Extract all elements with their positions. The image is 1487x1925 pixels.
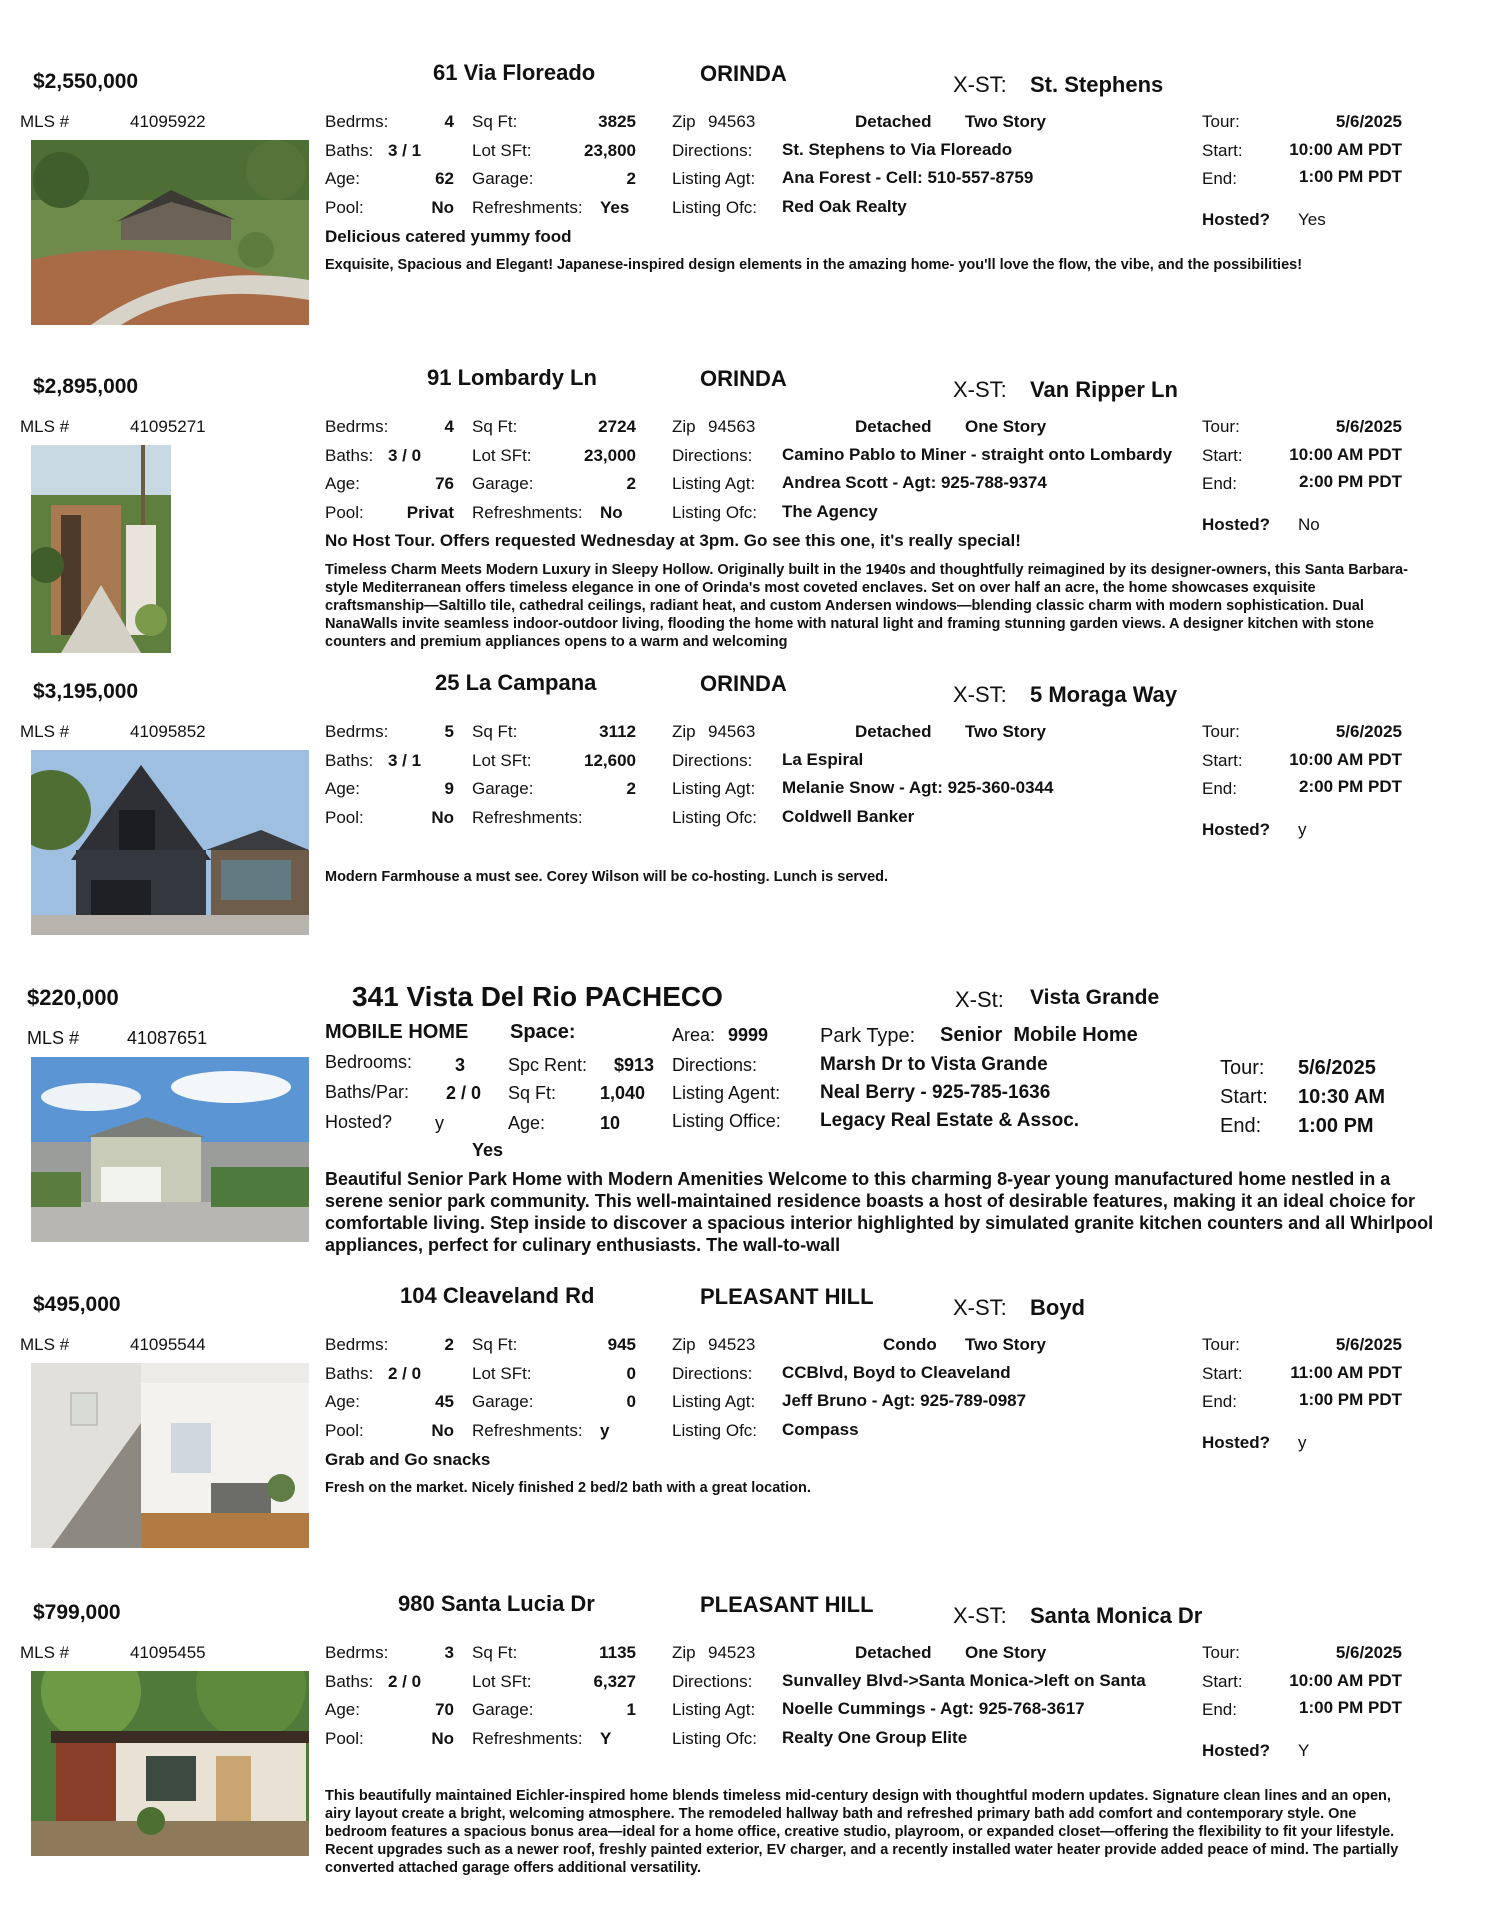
listing-office: Coldwell Banker xyxy=(782,807,915,826)
refreshments-label: Refreshments: xyxy=(472,198,583,217)
hosted-label: Hosted? xyxy=(1202,210,1270,229)
listing-price: $2,550,000 xyxy=(33,70,139,93)
hosted-value: y xyxy=(435,1113,444,1133)
sqft-value: 3112 xyxy=(599,722,636,741)
sqft-value: 1135 xyxy=(599,1643,636,1662)
listing-agent-label: Listing Agent: xyxy=(672,1083,781,1103)
start-time: 10:00 AM PDT xyxy=(1289,140,1402,159)
directions-label: Directions: xyxy=(672,1055,758,1075)
mls-label: MLS # xyxy=(20,722,70,741)
age-value: 70 xyxy=(435,1700,454,1719)
start-time: 10:30 AM xyxy=(1298,1086,1386,1108)
baths-value: 3 / 0 xyxy=(388,446,422,465)
listing-card xyxy=(0,670,1487,940)
tour-label: Tour: xyxy=(1202,1335,1240,1354)
listing-city: ORINDA xyxy=(700,671,787,696)
refreshments-label: Refreshments: xyxy=(472,1729,583,1748)
listing-office: Compass xyxy=(782,1420,859,1439)
listing-card xyxy=(0,365,1487,655)
zip-value: 94563 xyxy=(708,417,756,436)
zip-label: Zip xyxy=(672,417,696,436)
listing-agent-label: Listing Agt: xyxy=(672,1392,756,1411)
property-type: Detached xyxy=(855,1643,932,1662)
end-time: 1:00 PM xyxy=(1298,1115,1374,1137)
agent-remarks: Grab and Go snacks xyxy=(325,1450,491,1469)
start-label: Start: xyxy=(1202,1672,1243,1691)
age-value: 62 xyxy=(435,169,454,188)
tour-date: 5/6/2025 xyxy=(1335,1643,1402,1662)
mls-label: MLS # xyxy=(20,1335,70,1354)
garage-label: Garage: xyxy=(472,779,534,798)
property-photo xyxy=(31,750,309,935)
lot-sqft-value: 23,800 xyxy=(584,141,636,160)
pool-value: Privat xyxy=(406,503,454,522)
listing-address: 980 Santa Lucia Dr xyxy=(398,1591,595,1616)
pool-value: No xyxy=(431,1729,454,1748)
tour-date: 5/6/2025 xyxy=(1335,417,1402,436)
garage-label: Garage: xyxy=(472,169,534,188)
lot-sqft-value: 0 xyxy=(626,1364,636,1383)
tour-label: Tour: xyxy=(1202,722,1240,741)
age-label: Age: xyxy=(325,169,360,188)
pool-label: Pool: xyxy=(325,503,364,522)
end-label: End: xyxy=(1202,169,1237,188)
listing-price: $2,895,000 xyxy=(33,375,139,398)
property-style: One Story xyxy=(965,417,1047,436)
bedrooms-label: Bedrms: xyxy=(325,112,389,131)
directions-value: La Espiral xyxy=(782,750,864,769)
cross-street: St. Stephens xyxy=(1030,72,1164,97)
sqft-value: 2724 xyxy=(598,417,636,436)
refreshments-value: Y xyxy=(600,1729,612,1748)
listing-city: PLEASANT HILL xyxy=(700,1592,874,1617)
bedrooms-value: 2 xyxy=(444,1335,454,1354)
age-label: Age: xyxy=(508,1113,546,1133)
listing-agent: Neal Berry - 925-785-1636 xyxy=(820,1082,1051,1103)
hosted-value: Y xyxy=(1298,1741,1310,1760)
pool-value: No xyxy=(431,1421,454,1440)
sqft-label: Sq Ft: xyxy=(472,417,518,436)
hosted-label: Hosted? xyxy=(1202,1741,1270,1760)
baths-label: Baths: xyxy=(325,1364,374,1383)
lot-sqft-value: 6,327 xyxy=(593,1672,636,1691)
bedrooms-value: 5 xyxy=(444,722,454,741)
baths-label: Baths/Par: xyxy=(325,1082,410,1102)
mls-label: MLS # xyxy=(27,1028,80,1048)
baths-value: 2 / 0 xyxy=(446,1083,482,1103)
start-time: 11:00 AM PDT xyxy=(1290,1363,1402,1382)
listing-agent: Melanie Snow - Agt: 925-360-0344 xyxy=(782,778,1054,797)
property-description: Fresh on the market. Nicely finished 2 bed/2 bath with a great location. xyxy=(325,1480,811,1496)
baths-value: 2 / 0 xyxy=(388,1672,422,1691)
start-time: 10:00 AM PDT xyxy=(1289,445,1402,464)
baths-label: Baths: xyxy=(325,141,374,160)
sqft-value: 945 xyxy=(607,1335,636,1354)
listing-city: ORINDA xyxy=(700,366,787,391)
end-label: End: xyxy=(1202,1700,1237,1719)
garage-label: Garage: xyxy=(472,1392,534,1411)
age-label: Age: xyxy=(325,1392,360,1411)
property-type: Detached xyxy=(855,417,932,436)
cross-street-label: X-ST: xyxy=(953,72,1007,97)
property-style: Two Story xyxy=(965,1335,1046,1354)
age-value: 9 xyxy=(444,779,454,798)
end-label: End: xyxy=(1202,1392,1237,1411)
directions-value: CCBlvd, Boyd to Cleaveland xyxy=(782,1363,1011,1382)
pool-label: Pool: xyxy=(325,198,364,217)
start-label: Start: xyxy=(1202,1364,1243,1383)
listing-office-label: Listing Ofc: xyxy=(672,808,758,827)
property-photo xyxy=(31,445,171,653)
hosted-value: y xyxy=(1298,1433,1307,1452)
cross-street: Santa Monica Dr xyxy=(1030,1603,1203,1628)
listing-address: 61 Via Floreado xyxy=(433,60,596,85)
area-label: Area: xyxy=(672,1025,716,1045)
bedrooms-label: Bedrms: xyxy=(325,417,389,436)
listing-address: 25 La Campana xyxy=(435,670,597,695)
property-description: Beautiful Senior Park Home with Modern Amenities Welcome to this charming 8-year young manufactured home nestled in a serene senior park community. This well-maintained residence boasts a host of desirable features, making it an ideal choice for comfortable living. Step inside to discover a spacious interior highlighted by simulated granite kitchen counters and all Whirlpool appliances, perfect for culinary enthusiasts. The wall-to-wall xyxy=(325,1169,1434,1255)
mls-label: MLS # xyxy=(20,1643,70,1662)
end-label: End: xyxy=(1220,1115,1262,1137)
property-type: Detached xyxy=(855,722,932,741)
garage-value: 2 xyxy=(626,779,636,798)
mls-label: MLS # xyxy=(20,112,70,131)
lot-sqft-value: 23,000 xyxy=(584,446,636,465)
cross-street-label: X-St: xyxy=(955,987,1004,1012)
cross-street: Boyd xyxy=(1030,1295,1085,1320)
property-type: Condo xyxy=(883,1335,937,1354)
property-photo xyxy=(31,1671,309,1856)
cross-street: Vista Grande xyxy=(1030,986,1160,1009)
mls-number: 41095455 xyxy=(130,1643,206,1662)
end-time: 1:00 PM PDT xyxy=(1299,1698,1402,1717)
pool-value: No xyxy=(431,808,454,827)
agent-remarks: Delicious catered yummy food xyxy=(325,227,572,246)
cross-street: 5 Moraga Way xyxy=(1030,682,1178,707)
start-time: 10:00 AM PDT xyxy=(1289,1671,1402,1690)
mls-number: 41095544 xyxy=(130,1335,206,1354)
lot-sqft-label: Lot SFt: xyxy=(472,751,532,770)
mobile-home-listing xyxy=(0,981,1487,1265)
directions-label: Directions: xyxy=(672,1672,753,1691)
garage-value: 1 xyxy=(626,1700,636,1719)
listing-card xyxy=(0,1591,1487,1901)
hosted-label: Hosted? xyxy=(1202,1433,1270,1452)
listing-price: $220,000 xyxy=(27,985,119,1010)
garage-label: Garage: xyxy=(472,474,534,493)
bedrooms-value: 4 xyxy=(444,112,454,131)
age-label: Age: xyxy=(325,1700,360,1719)
listing-agent-label: Listing Agt: xyxy=(672,169,756,188)
space-label: Space: xyxy=(510,1021,576,1043)
directions-label: Directions: xyxy=(672,1364,753,1383)
property-photo xyxy=(31,1057,309,1242)
tour-label: Tour: xyxy=(1202,1643,1240,1662)
property-style: Two Story xyxy=(965,722,1046,741)
property-description: Modern Farmhouse a must see. Corey Wilson will be co-hosting. Lunch is served. xyxy=(325,869,889,885)
zip-label: Zip xyxy=(672,1643,696,1662)
tour-date: 5/6/2025 xyxy=(1335,112,1402,131)
refreshments-label: Refreshments: xyxy=(472,1421,583,1440)
bedrooms-label: Bedrooms: xyxy=(325,1052,413,1072)
lot-sqft-label: Lot SFt: xyxy=(472,446,532,465)
listing-agent: Noelle Cummings - Agt: 925-768-3617 xyxy=(782,1699,1085,1718)
mls-number: 41095922 xyxy=(130,112,206,131)
lot-sqft-label: Lot SFt: xyxy=(472,1672,532,1691)
baths-value: 3 / 1 xyxy=(388,751,422,770)
property-style: Two Story xyxy=(965,112,1046,131)
garage-value: 2 xyxy=(626,474,636,493)
property-description: Exquisite, Spacious and Elegant! Japanese-inspired design elements in the amazing home- you'll love the flow, the vibe, and the possibilities! xyxy=(325,257,1303,273)
listing-price: $799,000 xyxy=(33,1601,121,1624)
directions-value: Camino Pablo to Miner - straight onto Lombardy xyxy=(782,445,1173,464)
sqft-label: Sq Ft: xyxy=(472,1643,518,1662)
age-label: Age: xyxy=(325,779,360,798)
bedrooms-label: Bedrms: xyxy=(325,1335,389,1354)
cross-street-label: X-ST: xyxy=(953,682,1007,707)
listing-office-label: Listing Office: xyxy=(672,1111,781,1131)
listing-agent: Andrea Scott - Agt: 925-788-9374 xyxy=(782,473,1047,492)
bedrooms-value: 3 xyxy=(444,1643,454,1662)
directions-label: Directions: xyxy=(672,446,753,465)
listing-office-label: Listing Ofc: xyxy=(672,198,758,217)
zip-label: Zip xyxy=(672,722,696,741)
baths-label: Baths: xyxy=(325,751,374,770)
end-label: End: xyxy=(1202,779,1237,798)
mls-number: 41087651 xyxy=(127,1028,208,1048)
refreshments-value: Yes xyxy=(600,198,630,217)
hosted-label: Hosted? xyxy=(325,1112,393,1132)
bedrooms-label: Bedrms: xyxy=(325,722,389,741)
start-label: Start: xyxy=(1202,141,1243,160)
sqft-value: 3825 xyxy=(598,112,636,131)
hosted-label: Hosted? xyxy=(1202,820,1270,839)
listing-office: Realty One Group Elite xyxy=(782,1728,968,1747)
listing-city: PLEASANT HILL xyxy=(700,1284,874,1309)
property-type: MOBILE HOME xyxy=(325,1021,469,1043)
listing-agent-label: Listing Agt: xyxy=(672,1700,756,1719)
park-type-label: Park Type: xyxy=(820,1025,916,1047)
start-time: 10:00 AM PDT xyxy=(1289,750,1402,769)
sqft-label: Sq Ft: xyxy=(508,1083,557,1103)
listing-card xyxy=(0,1283,1487,1553)
bedrooms-value: 4 xyxy=(444,417,454,436)
area-value: 9999 xyxy=(728,1025,769,1045)
tour-date: 5/6/2025 xyxy=(1335,722,1402,741)
listing-agent: Ana Forest - Cell: 510-557-8759 xyxy=(782,168,1034,187)
listing-address: 104 Cleaveland Rd xyxy=(400,1283,595,1308)
end-time: 1:00 PM PDT xyxy=(1299,167,1402,186)
listing-agent-label: Listing Agt: xyxy=(672,779,756,798)
tour-label: Tour: xyxy=(1202,417,1240,436)
lot-sqft-label: Lot SFt: xyxy=(472,141,532,160)
age-value: 76 xyxy=(435,474,454,493)
directions-label: Directions: xyxy=(672,751,753,770)
directions-value: Sunvalley Blvd->Santa Monica->left on Santa xyxy=(782,1671,1146,1690)
baths-value: 3 / 1 xyxy=(388,141,422,160)
space-rent: $913 xyxy=(614,1055,655,1075)
garage-value: 0 xyxy=(626,1392,636,1411)
end-time: 1:00 PM PDT xyxy=(1299,1390,1402,1409)
property-description: Timeless Charm Meets Modern Luxury in Sleepy Hollow. Originally built in the 1940s and thoughtfully reimagined by its designer-owners, this Santa Barbara-style Mediterranean offers timeless elegance in one of Orinda's most coveted enclaves. Set on over half an acre, the home showcases exquisite craftsmanship—Saltillo tile, cathedral ceilings, radiant heat, and custom Andersen windows—blending classic charm with modern sophistication. Dual NanaWalls invite seamless indoor-outdoor living, flooding the home with natural light and framing stunning garden views. A designer kitchen with stone counters and premium appliances opens to a warm and welcoming xyxy=(325,562,1408,650)
lot-sqft-value: 12,600 xyxy=(584,751,636,770)
listing-agent: Jeff Bruno - Agt: 925-789-0987 xyxy=(782,1391,1027,1410)
property-style: One Story xyxy=(965,1643,1047,1662)
directions-value: Marsh Dr to Vista Grande xyxy=(820,1054,1048,1075)
garage-value: 2 xyxy=(626,169,636,188)
hosted-value: y xyxy=(1298,820,1307,839)
cross-street-label: X-ST: xyxy=(953,377,1007,402)
zip-value: 94523 xyxy=(708,1643,756,1662)
property-photo xyxy=(31,1363,309,1548)
listing-address: 91 Lombardy Ln xyxy=(427,365,597,390)
end-label: End: xyxy=(1202,474,1237,493)
pool-label: Pool: xyxy=(325,808,364,827)
property-description: This beautifully maintained Eichler-inspired home blends timeless mid-century design with thoughtful modern updates. Signature clean lines and an open, airy layout create a bright, welcoming atmosphere. The remodeled hallway bath and refreshed primary bath add comfort and contemporary style. One bedroom features a spacious bonus area—ideal for a home office, creative studio, playroom, or expanded closet—offering the flexibility to fit your lifestyle. Recent upgrades such as a newer roof, freshly painted exterior, EV charger, and a recently installed water heater provide added peace of mind. The partially converted attached garage offers additional versatility. xyxy=(325,1788,1399,1876)
bedrooms-label: Bedrms: xyxy=(325,1643,389,1662)
cross-street-label: X-ST: xyxy=(953,1295,1007,1320)
refreshments-value: Yes xyxy=(472,1140,504,1160)
listing-office: The Agency xyxy=(782,502,878,521)
listing-office: Legacy Real Estate & Assoc. xyxy=(820,1110,1080,1131)
garage-label: Garage: xyxy=(472,1700,534,1719)
end-time: 2:00 PM PDT xyxy=(1299,472,1402,491)
tour-label: Tour: xyxy=(1202,112,1240,131)
age-value: 10 xyxy=(600,1113,621,1133)
sqft-label: Sq Ft: xyxy=(472,722,518,741)
tour-date: 5/6/2025 xyxy=(1335,1335,1402,1354)
hosted-label: Hosted? xyxy=(1202,515,1270,534)
zip-value: 94523 xyxy=(708,1335,756,1354)
listing-agent-label: Listing Agt: xyxy=(672,474,756,493)
mls-number: 41095852 xyxy=(130,722,206,741)
tour-date: 5/6/2025 xyxy=(1298,1057,1376,1079)
end-time: 2:00 PM PDT xyxy=(1299,777,1402,796)
zip-value: 94563 xyxy=(708,112,756,131)
refreshments-label: Refreshments: xyxy=(472,808,583,827)
listing-city: ORINDA xyxy=(700,61,787,86)
agent-remarks: No Host Tour. Offers requested Wednesday at 3pm. Go see this one, it's really special! xyxy=(325,531,1021,550)
refreshments-label: Refreshments: xyxy=(472,503,583,522)
directions-label: Directions: xyxy=(672,141,753,160)
space-rent-label: Spc Rent: xyxy=(508,1055,588,1075)
start-label: Start: xyxy=(1202,751,1243,770)
age-label: Age: xyxy=(325,474,360,493)
zip-label: Zip xyxy=(672,112,696,131)
sqft-label: Sq Ft: xyxy=(472,112,518,131)
start-label: Start: xyxy=(1220,1086,1268,1108)
mls-number: 41095271 xyxy=(130,417,206,436)
listing-office-label: Listing Ofc: xyxy=(672,1729,758,1748)
park-type: Senior Mobile Home xyxy=(940,1024,1138,1046)
listing-price: $495,000 xyxy=(33,1293,121,1316)
cross-street-label: X-ST: xyxy=(953,1603,1007,1628)
sqft-label: Sq Ft: xyxy=(472,1335,518,1354)
directions-value: St. Stephens to Via Floreado xyxy=(782,140,1013,159)
start-label: Start: xyxy=(1202,446,1243,465)
mls-label: MLS # xyxy=(20,417,70,436)
property-photo xyxy=(31,140,309,325)
listing-price: $3,195,000 xyxy=(33,680,139,703)
baths-label: Baths: xyxy=(325,1672,374,1691)
pool-label: Pool: xyxy=(325,1421,364,1440)
listing-office-label: Listing Ofc: xyxy=(672,1421,758,1440)
cross-street: Van Ripper Ln xyxy=(1030,377,1178,402)
hosted-value: No xyxy=(1298,515,1320,534)
baths-value: 2 / 0 xyxy=(388,1364,422,1383)
lot-sqft-label: Lot SFt: xyxy=(472,1364,532,1383)
listing-address: 341 Vista Del Rio PACHECO xyxy=(352,981,723,1012)
tour-label: Tour: xyxy=(1220,1057,1265,1079)
age-value: 45 xyxy=(435,1392,454,1411)
listing-card xyxy=(0,60,1487,330)
sqft-value: 1,040 xyxy=(600,1083,646,1103)
property-type: Detached xyxy=(855,112,932,131)
pool-label: Pool: xyxy=(325,1729,364,1748)
listing-office: Red Oak Realty xyxy=(782,197,907,216)
zip-value: 94563 xyxy=(708,722,756,741)
refreshments-value: No xyxy=(600,503,623,522)
bedrooms-value: 3 xyxy=(455,1055,466,1075)
pool-value: No xyxy=(431,198,454,217)
zip-label: Zip xyxy=(672,1335,696,1354)
refreshments-value: y xyxy=(600,1421,610,1440)
hosted-value: Yes xyxy=(1298,210,1326,229)
listing-office-label: Listing Ofc: xyxy=(672,503,758,522)
baths-label: Baths: xyxy=(325,446,374,465)
